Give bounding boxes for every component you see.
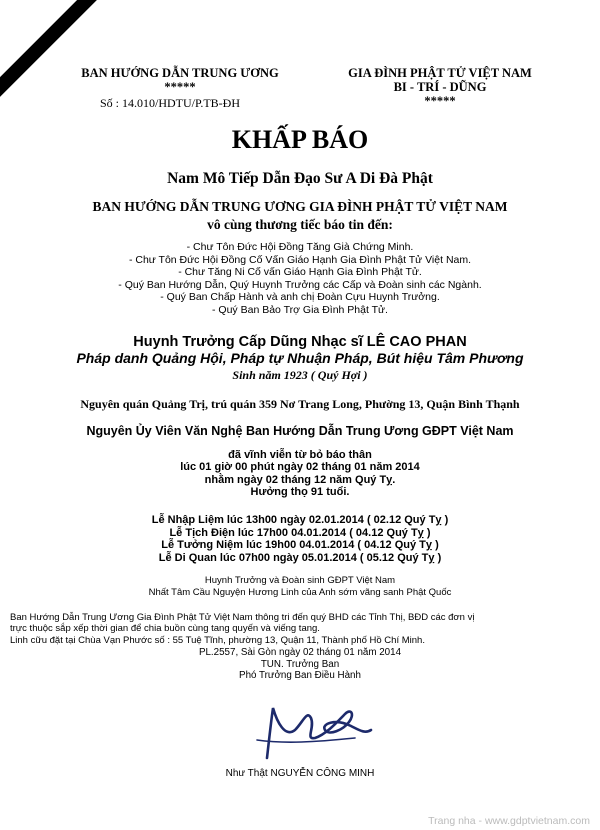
signatory-role: Phó Trưởng Ban Điều Hành xyxy=(239,670,361,682)
passing-line: Hưởng thọ 91 tuổi. xyxy=(250,486,350,499)
condolence xyxy=(0,575,600,598)
notice-line: Ban Hướng Dẫn Trung Ương Gia Đình Phật Tử Việt Nam thông tri đến quý BHD các Tỉnh Thị, BĐD các đơn vị xyxy=(10,612,475,623)
header-left xyxy=(60,66,300,94)
org-line: BAN HƯỚNG DẪN TRUNG ƯƠNG GIA ĐÌNH PHẬT TỬ VIỆT NAM xyxy=(92,199,508,214)
rite-item: Lễ Nhập Liệm lúc 13h00 ngày 02.01.2014 ( 02.12 Quý Tỵ ) xyxy=(151,514,449,526)
list-item: - Quý Ban Bảo Trợ Gia Đình Phật Tử. xyxy=(212,303,388,316)
footer-watermark: Trang nha - www.gdptvietnam.com xyxy=(428,815,590,827)
list-item: - Chư Tăng Ni Cố vấn Giáo Hạnh Gia Đình Phật Tử. xyxy=(178,266,422,279)
rite-item: Lễ Tưởng Niệm lúc 19h00 04.01.2014 ( 04.12 Quý Tỵ ) xyxy=(161,539,439,552)
page-title: KHẤP BÁO xyxy=(231,125,369,154)
signature-image xyxy=(255,700,375,765)
list-item: - Quý Ban Hướng Dẫn, Quý Huynh Trưởng các Cấp và Đoàn sinh các Ngành. xyxy=(118,278,482,291)
right-stars: ***** xyxy=(424,94,456,108)
passing-line: nhằm ngày 02 tháng 12 năm Quý Tỵ. xyxy=(204,473,396,486)
condolence-line: Nhất Tâm Cầu Nguyện Hương Linh của Anh sớm vãng sanh Phật Quốc xyxy=(148,586,452,598)
right-org: GIA ĐÌNH PHẬT TỬ VIỆT NAM xyxy=(348,66,532,80)
left-stars: ***** xyxy=(164,80,196,94)
list-item: - Chư Tôn Đức Hội Đồng Cố Vấn Giáo Hạnh Gia Đình Phật Tử Việt Nam. xyxy=(128,253,472,266)
dharma-name: Pháp danh Quảng Hội, Pháp tự Nhuận Pháp, Bút hiệu Tâm Phương xyxy=(76,350,524,366)
place-date-block xyxy=(0,647,600,682)
notice-line: trực thuộc sắp xếp thời gian để chia buồn cùng tang quyến và viếng tang. xyxy=(10,623,320,635)
left-org: BAN HƯỚNG DẪN TRUNG ƯƠNG xyxy=(81,66,279,80)
chant: Nam Mô Tiếp Dẫn Đạo Sư A Di Đà Phật xyxy=(167,170,433,187)
mourning-ribbon xyxy=(0,0,116,123)
passing-info xyxy=(0,449,600,499)
right-motto: BI - TRÍ - DŨNG xyxy=(393,80,487,94)
intro-line: vô cùng thương tiếc báo tin đến: xyxy=(207,217,393,232)
list-item: - Chư Tôn Đức Hội Đồng Tăng Già Chứng Minh. xyxy=(186,241,414,253)
origin-residence: Nguyên quán Quảng Trị, trú quán 359 Nơ Trang Long, Phường 13, Quận Bình Thạnh xyxy=(80,397,520,411)
notice-line: Linh cữu đặt tại Chùa Vạn Phước số : 55 Tuệ Tĩnh, phường 13, Quận 11, Thành phố Hồ Chí Minh. xyxy=(10,634,425,646)
reference-number: Số : 14.010/HDTU/P.TB-ĐH xyxy=(100,96,241,110)
passing-line: lúc 01 giờ 00 phút ngày 02 tháng 01 năm 2014 xyxy=(180,461,420,474)
birth-year: Sinh năm 1923 ( Quý Hợi ) xyxy=(232,368,368,382)
deceased-name: Huynh Trưởng Cấp Dũng Nhạc sĩ LÊ CAO PHAN xyxy=(133,334,467,350)
place-date: PL.2557, Sài Gòn ngày 02 tháng 01 năm 2014 xyxy=(198,647,402,658)
former-role: Nguyên Ủy Viên Văn Nghệ Ban Hướng Dẫn Trung Ương GĐPT Việt Nam xyxy=(86,424,514,438)
rites-schedule xyxy=(0,514,600,564)
rite-item: Lễ Di Quan lúc 07h00 ngày 05.01.2014 ( 05.12 Quý Tỵ ) xyxy=(158,551,442,564)
condolence-line: Huynh Trưởng và Đoàn sinh GĐPT Việt Nam xyxy=(204,575,396,586)
signatory-title: TUN. Trưởng Ban xyxy=(260,658,340,670)
passing-line: đã vĩnh viễn từ bỏ báo thân xyxy=(228,449,372,461)
list-item: - Quý Ban Chấp Hành và anh chị Đoàn Cựu Huynh Trưởng. xyxy=(160,291,440,304)
rite-item: Lễ Tịch Điện lúc 17h00 04.01.2014 ( 04.12 Quý Tỵ ) xyxy=(169,526,431,539)
signer-name: Như Thật NGUYỄN CÔNG MINH xyxy=(225,768,375,779)
header-right xyxy=(320,66,560,108)
notice xyxy=(10,612,590,646)
recipients-list xyxy=(0,241,600,317)
